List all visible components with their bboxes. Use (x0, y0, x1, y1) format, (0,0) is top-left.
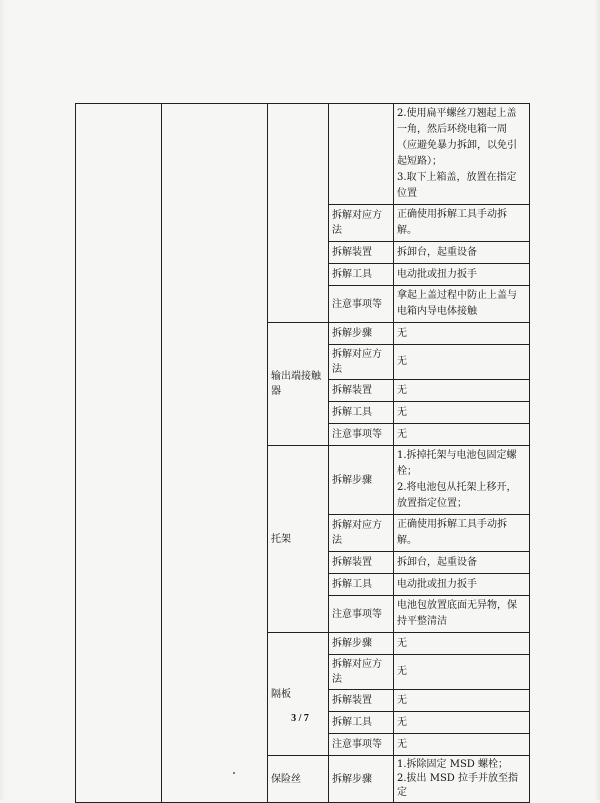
component-name-partition: 隔板 (268, 633, 329, 756)
row-label: 拆解工具 (329, 712, 394, 734)
row-label: 注意事项等 (329, 596, 394, 633)
row-label: 拆解对应方法 (329, 345, 394, 380)
row-content: 电动批或扭力扳手 (394, 264, 530, 286)
row-label: 拆解装置 (329, 380, 394, 402)
row-content: 无 (394, 380, 530, 402)
row-label: 拆解装置 (329, 690, 394, 712)
col1-blank-cell (76, 104, 162, 803)
row-content: 无 (394, 345, 530, 380)
row-content: 无 (394, 323, 530, 345)
row-content: 无 (394, 633, 530, 655)
row-label (329, 104, 394, 205)
row-label: 拆解步骤 (329, 446, 394, 515)
table-row (76, 104, 530, 205)
row-content: 无 (394, 734, 530, 756)
row-content: 无 (394, 690, 530, 712)
row-label: 拆解工具 (329, 574, 394, 596)
disassembly-table (75, 103, 530, 803)
row-content: 电池包放置底面无异物，保持平整清洁 (394, 596, 530, 633)
row-label: 拆解装置 (329, 552, 394, 574)
row-content: 无 (394, 402, 530, 424)
row-content: 1.拆除固定 MSD 螺栓； 2.拔出 MSD 拉手并放至指定 (394, 756, 530, 803)
row-content: 拿起上盖过程中防止上盖与电箱内导电体接触 (394, 286, 530, 323)
row-label: 拆解对应方法 (329, 205, 394, 242)
component-name-fuse: 保险丝 (268, 756, 329, 803)
row-label: 拆解步骤 (329, 323, 394, 345)
row-label: 注意事项等 (329, 734, 394, 756)
row-content: 2.使用扁平螺丝刀翘起上盖一角，然后环绕电箱一周（应避免暴力拆卸，以免引起短路）； 3.取下上箱盖，放置在指定位置 (394, 104, 530, 205)
component-name-bracket: 托架 (268, 446, 329, 633)
row-label: 拆解工具 (329, 402, 394, 424)
row-content: 拆卸台，起重设备 (394, 552, 530, 574)
col3-blank-cell (268, 104, 329, 323)
row-label: 拆解步骤 (329, 756, 394, 803)
row-content: 无 (394, 712, 530, 734)
col2-blank-cell (162, 104, 268, 803)
scan-speck (233, 772, 235, 774)
row-label: 拆解步骤 (329, 633, 394, 655)
row-label: 拆解对应方法 (329, 655, 394, 690)
row-content: 无 (394, 655, 530, 690)
row-label: 注意事项等 (329, 424, 394, 446)
row-label: 注意事项等 (329, 286, 394, 323)
row-content: 拆卸台，起重设备 (394, 242, 530, 264)
row-content: 电动批或扭力扳手 (394, 574, 530, 596)
row-label: 拆解装置 (329, 242, 394, 264)
page-number: 3 / 7 (291, 713, 309, 724)
row-content: 1.拆掉托架与电池包固定螺栓； 2.将电池包从托架上移开，放置指定位置； (394, 446, 530, 515)
component-name-output-contactor: 输出端接触器 (268, 323, 329, 446)
row-label: 拆解工具 (329, 264, 394, 286)
row-content: 正确使用拆解工具手动拆解。 (394, 515, 530, 552)
row-content: 正确使用拆解工具手动拆解。 (394, 205, 530, 242)
row-content: 无 (394, 424, 530, 446)
row-label: 拆解对应方法 (329, 515, 394, 552)
